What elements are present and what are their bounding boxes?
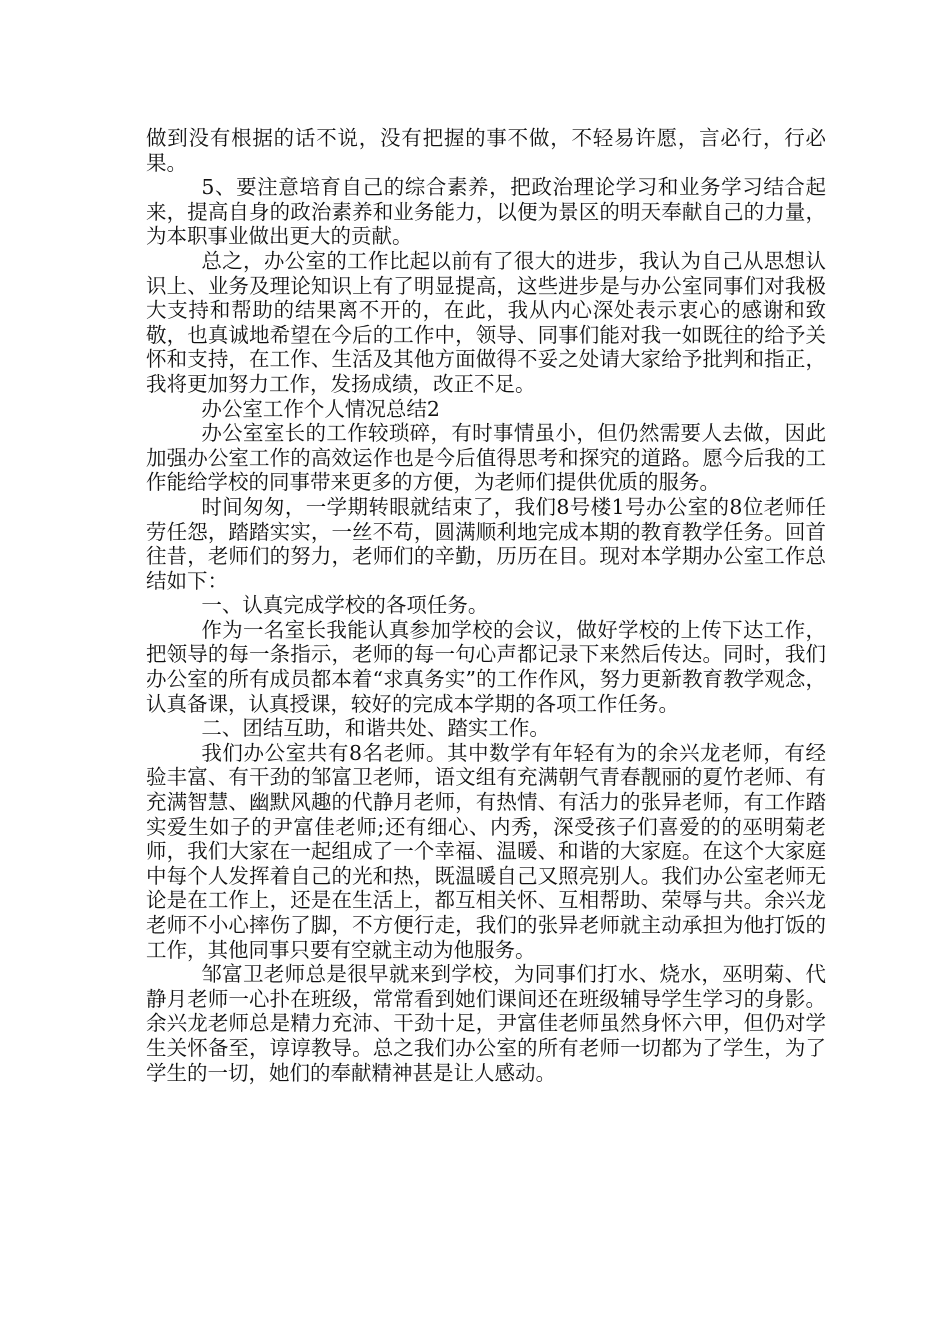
paragraph-semester: 时间匆匆，一学期转眼就结束了，我们8号楼1号办公室的8位老师任劳任怨，踏踏实实，一丝不苟，圆满顺利地完成本期的教育教学任务。回首往昔，老师们的努力，老师们的辛勤，历历在目。现对本学期办公室工作总结如下：: [146, 494, 826, 593]
section-heading: 办公室工作个人情况总结2: [201, 396, 440, 421]
paragraph-teachers: 我们办公室共有8名老师。其中数学有年轻有为的余兴龙老师，有经验丰富、有干劲的邹富卫老师，语文组有充满朝气青春靓丽的夏竹老师、有充满智慧、幽默风趣的代静月老师，有热情、有活力的张异老师，有工作踏实爱生如子的尹富佳老师;还有细心、内秀，深受孩子们喜爱的的巫明菊老师，我们大家在一起组成了一个幸福、温暖、和谐的大家庭。在这个大家庭中每个人发挥着自己的光和热，既温暖自己又照亮别人。我们办公室老师无论是在工作上，还是在生活上，都互相关怀、互相帮助、荣辱与共。余兴龙老师不小心摔伤了脚，不方便行走，我们的张异老师就主动承担为他打饭的工作，其他同事只要有空就主动为他服务。: [146, 740, 826, 962]
paragraph-tasks: 作为一名室长我能认真参加学校的会议，做好学校的上传下达工作，把领导的每一条指示，老师的每一句心声都记录下来然后传达。同时，我们办公室的所有成员都本着“求真务实”的工作作风，努力更新教育教学观念，认真备课，认真授课，较好的完成本学期的各项工作任务。: [146, 617, 826, 716]
subheading-one: 一、认真完成学校的各项任务。: [201, 593, 489, 618]
paragraph-dedication: 邹富卫老师总是很早就来到学校，为同事们打水、烧水，巫明菊、代静月老师一心扑在班级，常常看到她们课间还在班级辅导学生学习的身影。余兴龙老师总是精力充沛、干劲十足，尹富佳老师虽然身怀六甲，但仍对学生关怀备至，谆谆教导。总之我们办公室的所有老师一切都为了学生，为了学生的一切，她们的奉献精神甚是让人感动。: [146, 962, 826, 1085]
paragraph-continuation: 做到没有根据的话不说，没有把握的事不做，不轻易许愿，言必行，行必果。: [146, 126, 826, 175]
paragraph-item-5: 5、要注意培育自己的综合素养，把政治理论学习和业务学习结合起来，提高自身的政治素养和业务能力，以便为景区的明天奉献自己的力量，为本职事业做出更大的贡献。: [146, 175, 826, 249]
subheading-two: 二、团结互助，和谐共处、踏实工作。: [201, 716, 550, 741]
paragraph-summary: 总之，办公室的工作比起以前有了很大的进步，我认为自己从思想认识上、业务及理论知识上有了明显提高，这些进步是与办公室同事们对我极大支持和帮助的结果离不开的，在此，我从内心深处表示衷心的感谢和致敬，也真诚地希望在今后的工作中，领导、同事们能对我一如既往的给予关怀和支持，在工作、生活及其他方面做得不妥之处请大家给予批判和指正，我将更加努力工作，发扬成绩，改正不足。: [146, 248, 826, 396]
document-body: [146, 126, 826, 1085]
paragraph-intro: 办公室室长的工作较琐碎，有时事情虽小，但仍然需要人去做，因此加强办公室工作的高效运作也是今后值得思考和探究的道路。愿今后我的工作能给学校的同事带来更多的方便，为老师们提供优质的服务。: [146, 421, 826, 495]
